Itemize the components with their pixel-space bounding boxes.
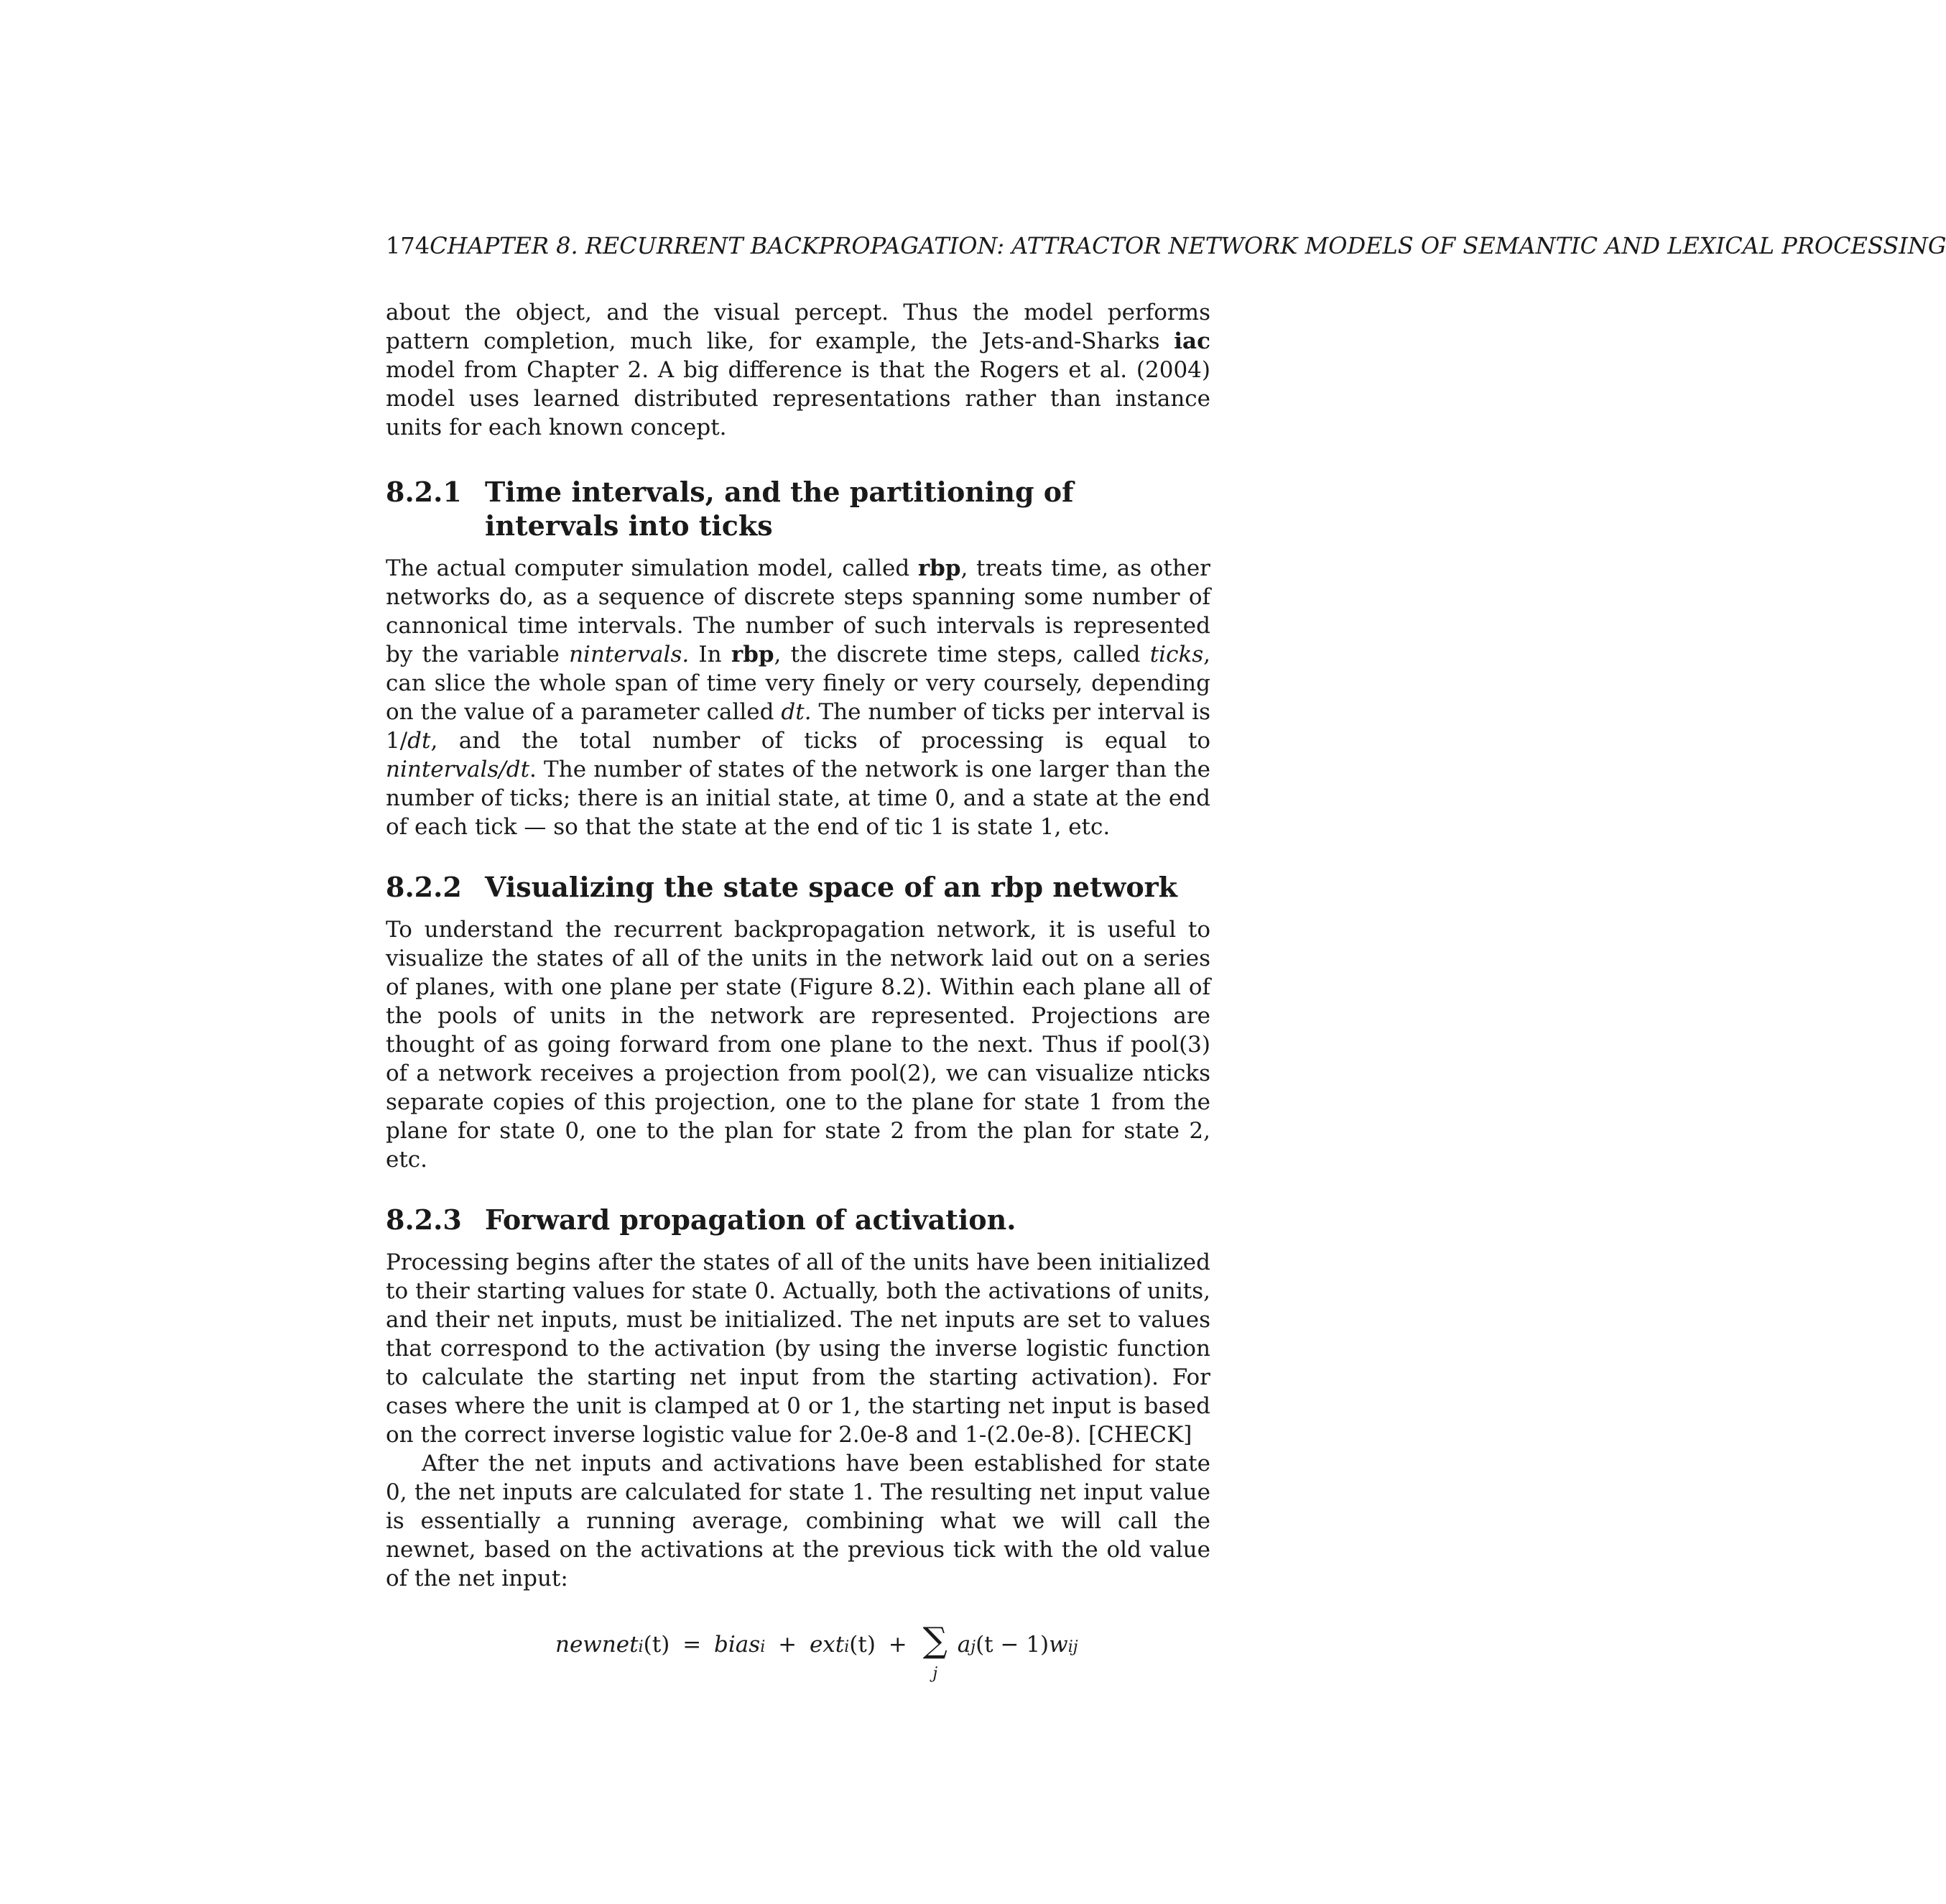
eq-arg: (t) (643, 1632, 670, 1658)
text-run: model from Chapter 2. A big difference is that the Rogers et al. (2004) model uses learned distributed representations rather than instance units for each known concept. (386, 357, 1210, 440)
section-heading-8-2-1 (386, 475, 1210, 542)
term-ticks: ticks (1149, 642, 1204, 667)
eq-subscript: i (760, 1638, 766, 1656)
eq-equals: = (682, 1632, 702, 1658)
paragraph-time-intervals (386, 554, 1210, 841)
eq-subscript: i (844, 1638, 850, 1656)
text-run: . The number of states of the network is one larger than the number of ticks; there is an initial state, at time 0, and a state at the end of each tick — so that the state at the end of tic 1 is state 1, etc. (386, 757, 1210, 840)
eq-ext: ext (809, 1632, 845, 1658)
model-name-rbp: rbp (917, 555, 961, 581)
chapter-title: CHAPTER 8. RECURRENT BACKPROPAGATION: ATTRACTOR NETWORK MODELS OF SEMANTIC AND LEXICAL PROCESSING (430, 232, 1946, 259)
eq-arg: (t − 1) (976, 1632, 1050, 1658)
text-run: about the object, and the visual percept. Thus the model performs pattern completion, much like, for example, the Jets-and-Sharks (386, 300, 1210, 354)
eq-subscript: ij (1067, 1638, 1078, 1656)
variable-nintervals: nintervals. (569, 642, 690, 667)
eq-plus: + (888, 1632, 907, 1658)
text-run: , and the total number of ticks of processing is equal to (430, 728, 1210, 754)
page-number: 174 (386, 232, 430, 259)
section-title: Time intervals, and the partitioning of intervals into ticks (485, 476, 1074, 542)
section-number: 8.2.3 (386, 1203, 462, 1236)
sigma-symbol: ∑ (922, 1620, 947, 1660)
section-heading-8-2-2 (386, 870, 1210, 904)
text-run: , the discrete time steps, called (774, 642, 1150, 667)
paragraph-state-space: To understand the recurrent backpropagation network, it is useful to visualize the states of all of the units in the network laid out on a series of planes, with one plane per state (Figure 8.2). Within each plane all of the pools of units in the network are represented. Projections are thought of as going forward from one plane to the next. Thus if pool(3) of a network receives a projection from pool(2), we can visualize nticks separate copies of this projection, one to the plane for state 1 from the plane for state 0, one to the plan for state 2 from the plan for state 2, etc. (386, 917, 1210, 1173)
equation-newnet (386, 1612, 1210, 1683)
paragraph-net-inputs: After the net inputs and activations have been established for state 0, the net inputs are calculated for state 1. The resulting net input value is essentially a running average, combining what we will call the newnet, based on the activations at the previous tick with the old value of the net input: (386, 1451, 1210, 1591)
eq-newnet: newnet (555, 1632, 639, 1658)
text-run: The actual computer simulation model, called (386, 555, 918, 581)
equation-body (555, 1620, 1078, 1683)
eq-plus: + (778, 1632, 797, 1658)
page-body (386, 298, 1210, 1683)
summation-icon (920, 1620, 950, 1683)
section-heading-8-2-3 (386, 1203, 1210, 1237)
model-name-iac: iac (1174, 328, 1210, 354)
sum-index: j (932, 1665, 938, 1683)
running-head (386, 231, 1946, 260)
section-number: 8.2.2 (386, 871, 462, 903)
eq-subscript: j (970, 1638, 976, 1656)
text-run: In (689, 642, 731, 667)
text-run: , treats time, as other networks do, as a sequence of discrete steps spanning some number of cannonical time intervals. The number of such intervals is represented by the variable (386, 555, 1210, 667)
paragraph-forward-propagation: Processing begins after the states of all of the units have been initialized to their starting values for state 0. Actually, both the activations of units, and their net inputs, must be initialized. The net inputs are set to values that correspond to the activation (by using the inverse logistic function to calculate the starting net input from the starting activation). For cases where the unit is clamped at 0 or 1, the starting net input is based on the correct inverse logistic value for 2.0e-8 and 1-(2.0e-8). [CHECK] (386, 1249, 1210, 1448)
eq-arg: (t) (849, 1632, 876, 1658)
text-run: , can slice the whole span of time very finely or very coursely, depending on the value of a parameter called (386, 642, 1211, 725)
model-name-rbp: rbp (731, 642, 774, 667)
eq-weight: w (1049, 1632, 1068, 1658)
variable-dt: dt (407, 728, 431, 754)
text-run: The number of ticks per interval is 1/ (386, 699, 1210, 754)
expression-nintervals-dt: nintervals/dt (386, 757, 530, 782)
eq-bias: bias (714, 1632, 761, 1658)
section-number: 8.2.1 (386, 476, 462, 508)
eq-activation: a (957, 1632, 971, 1658)
variable-dt: dt. (781, 699, 812, 725)
section-title: Forward propagation of activation. (485, 1203, 1016, 1236)
section-title: Visualizing the state space of an rbp network (485, 871, 1178, 903)
eq-subscript: i (638, 1638, 644, 1656)
intro-paragraph (386, 298, 1210, 442)
